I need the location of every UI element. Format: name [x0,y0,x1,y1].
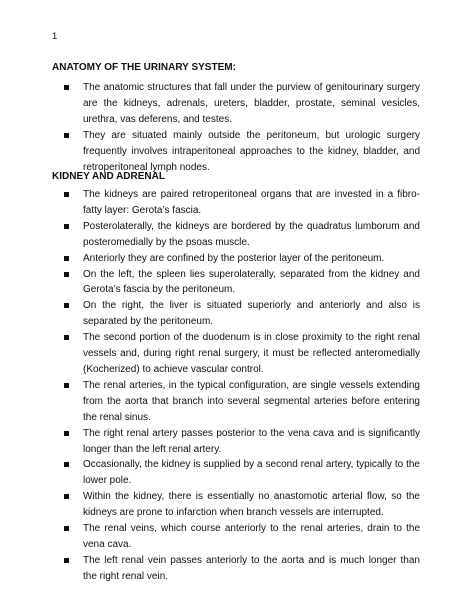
bullet-text: On the left, the spleen lies superolaterally, separated from the kidney and Gerota’s fascia by the peritoneum. [83,268,420,296]
bullet-text: The right renal artery passes posterior to the vena cava and is significantly longer than the left renal artery. [83,427,420,455]
bullet-list-kidney-adrenal [64,187,420,585]
bullet-item [64,219,420,251]
bullet-text: Posterolaterally, the kidneys are bordered by the quadratus lumborum and posteromedially by the psoas muscle. [83,220,420,248]
square-bullet-icon [64,303,69,308]
square-bullet-icon [64,256,69,261]
page-number: 1 [52,31,58,42]
section-heading-anatomy: ANATOMY OF THE URINARY SYSTEM: [52,62,236,73]
square-bullet-icon [64,431,69,436]
square-bullet-icon [64,526,69,531]
square-bullet-icon [64,383,69,388]
square-bullet-icon [64,494,69,499]
bullet-text: On the right, the liver is situated superiorly and anteriorly and also is separated by the peritoneum. [83,300,420,328]
bullet-item [64,489,420,521]
bullet-item [64,267,420,299]
square-bullet-icon [64,335,69,340]
bullet-item [64,378,420,426]
square-bullet-icon [64,558,69,563]
bullet-item [64,330,420,378]
square-bullet-icon [64,133,69,138]
bullet-item [64,251,420,267]
bullet-item [64,80,420,128]
bullet-text: The renal veins, which course anteriorly to the renal arteries, drain to the vena cava. [83,523,420,550]
square-bullet-icon [64,272,69,277]
bullet-list-anatomy [64,80,420,175]
bullet-text: They are situated mainly outside the peritoneum, but urologic surgery frequently involves intraperitoneal approaches to the kidney, bladder, and retroperitoneal lymph nodes. [83,129,420,173]
bullet-item [64,553,420,585]
bullet-text: The kidneys are paired retroperitoneal organs that are invested in a fibro-fatty layer: Gerota’s fascia. [83,189,420,216]
section-heading-kidney-adrenal: KIDNEY AND ADRENAL [52,171,165,182]
bullet-text: The left renal vein passes anteriorly to the aorta and is much longer than the right renal vein. [83,554,420,582]
square-bullet-icon [64,192,69,197]
bullet-text: The renal arteries, in the typical configuration, are single vessels extending from the aorta that branch into several segmental arteries before entering the renal sinus. [83,379,420,423]
square-bullet-icon [64,224,69,229]
bullet-item [64,457,420,489]
bullet-text: Occasionally, the kidney is supplied by a second renal artery, typically to the lower pole. [83,459,420,487]
bullet-text: The second portion of the duodenum is in close proximity to the right renal vessels and, during right renal surgery, it must be reflected anteromedially (Kocherized) to achieve vascular control. [83,332,420,375]
square-bullet-icon [64,85,69,90]
bullet-item [64,187,420,219]
bullet-item [64,128,420,176]
bullet-item [64,521,420,553]
square-bullet-icon [64,462,69,467]
bullet-text: Anteriorly they are confined by the posterior layer of the peritoneum. [83,252,385,264]
bullet-item [64,426,420,458]
bullet-text: The anatomic structures that fall under the purview of genitourinary surgery are the kidneys, adrenals, ureters, bladder, prostate, seminal vesicles, urethra, vas deferens, and testes. [83,82,420,125]
bullet-text: Within the kidney, there is essentially no anastomotic arterial flow, so the kidneys are prone to infarction when branch vessels are interrupted. [83,491,420,519]
bullet-item [64,298,420,330]
